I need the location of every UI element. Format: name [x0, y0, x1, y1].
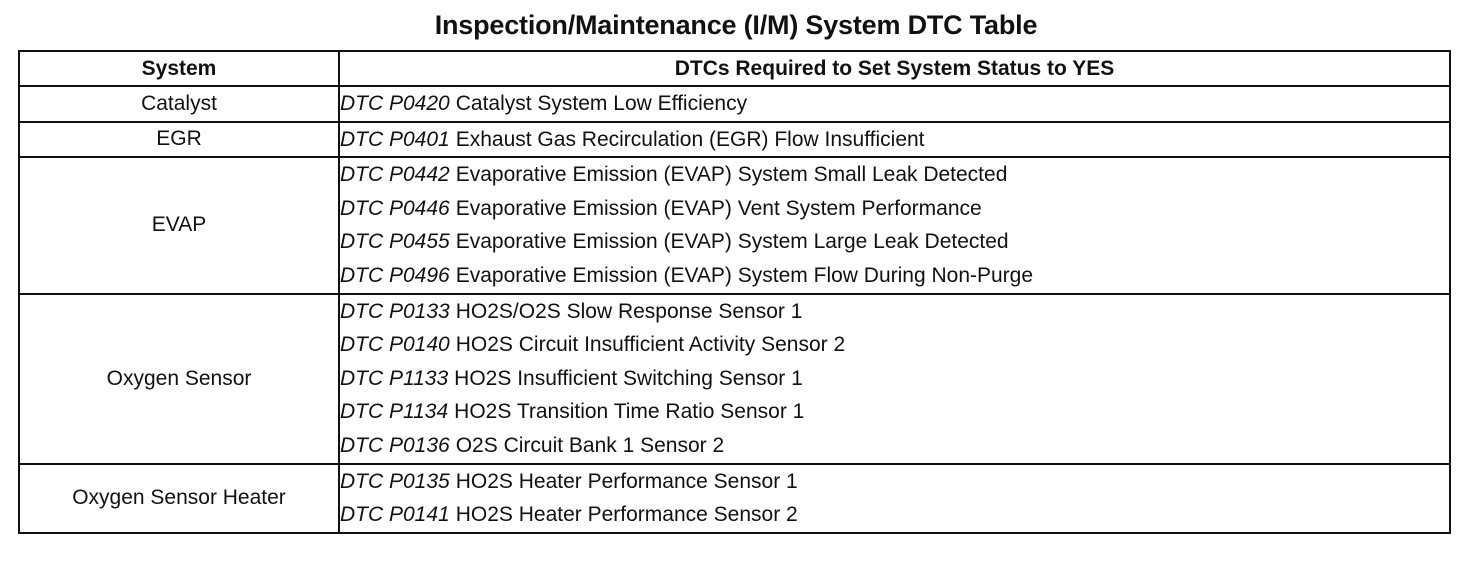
dtc-description: HO2S Transition Time Ratio Sensor 1 — [454, 400, 805, 424]
dtc-description: HO2S Heater Performance Sensor 2 — [455, 503, 798, 527]
table-row — [19, 157, 1450, 293]
dtc-code: DTC P0135 — [340, 469, 450, 493]
system-cell: Oxygen Sensor — [19, 294, 339, 464]
dtc-table — [18, 50, 1451, 534]
dtc-entry — [340, 465, 1449, 499]
system-cell: Catalyst — [19, 86, 339, 122]
dtc-description: Exhaust Gas Recirculation (EGR) Flow Insufficient — [455, 127, 925, 151]
dtc-description: HO2S Heater Performance Sensor 1 — [455, 469, 798, 493]
dtc-description: Evaporative Emission (EVAP) System Small Leak Detected — [455, 163, 1008, 187]
dtc-entry — [340, 123, 1449, 157]
header-system: System — [19, 51, 339, 86]
dtc-code: DTC P0455 — [340, 230, 450, 254]
header-dtcs: DTCs Required to Set System Status to YES — [339, 51, 1450, 86]
table-row — [19, 122, 1450, 158]
table-title: Inspection/Maintenance (I/M) System DTC Table — [434, 10, 1038, 40]
dtc-entry — [340, 87, 1449, 121]
dtc-entry — [340, 259, 1449, 293]
dtc-code: DTC P0136 — [340, 433, 450, 457]
dtc-description: Catalyst System Low Efficiency — [455, 92, 748, 115]
dtc-description: Evaporative Emission (EVAP) System Flow During Non-Purge — [455, 263, 1034, 287]
table-row — [19, 86, 1450, 122]
dtc-description: HO2S Insufficient Switching Sensor 1 — [454, 366, 803, 390]
dtc-code: DTC P0401 — [340, 127, 450, 151]
dtc-list — [339, 86, 1450, 122]
dtc-entry — [340, 225, 1449, 259]
dtc-list — [339, 464, 1450, 533]
dtc-code: DTC P0140 — [340, 333, 450, 357]
dtc-entry — [340, 362, 1449, 396]
dtc-code: DTC P0420 — [340, 92, 450, 115]
system-cell: EVAP — [19, 157, 339, 293]
dtc-list — [339, 157, 1450, 293]
dtc-entry — [340, 395, 1449, 429]
dtc-entry — [340, 498, 1449, 532]
system-cell: Oxygen Sensor Heater — [19, 464, 339, 533]
dtc-list — [339, 294, 1450, 464]
dtc-code: DTC P0141 — [340, 503, 450, 527]
dtc-code: DTC P0446 — [340, 196, 450, 220]
dtc-description: Evaporative Emission (EVAP) Vent System Performance — [455, 196, 982, 220]
dtc-entry — [340, 192, 1449, 226]
dtc-entry — [340, 429, 1449, 463]
dtc-entry — [340, 295, 1449, 329]
header-row — [19, 51, 1450, 86]
table-row — [19, 294, 1450, 464]
dtc-entry — [340, 328, 1449, 362]
dtc-entry — [340, 158, 1449, 192]
dtc-code: DTC P0133 — [340, 299, 450, 323]
dtc-description: O2S Circuit Bank 1 Sensor 2 — [455, 433, 725, 457]
dtc-description: Evaporative Emission (EVAP) System Large Leak Detected — [455, 230, 1009, 254]
system-cell: EGR — [19, 122, 339, 158]
dtc-code: DTC P1134 — [340, 400, 449, 424]
dtc-code: DTC P1133 — [340, 366, 449, 390]
dtc-code: DTC P0442 — [340, 163, 450, 187]
table-row — [19, 464, 1450, 533]
dtc-description: HO2S/O2S Slow Response Sensor 1 — [455, 299, 803, 323]
dtc-description: HO2S Circuit Insufficient Activity Sensor 2 — [455, 333, 846, 357]
dtc-code: DTC P0496 — [340, 263, 450, 287]
dtc-list — [339, 122, 1450, 158]
